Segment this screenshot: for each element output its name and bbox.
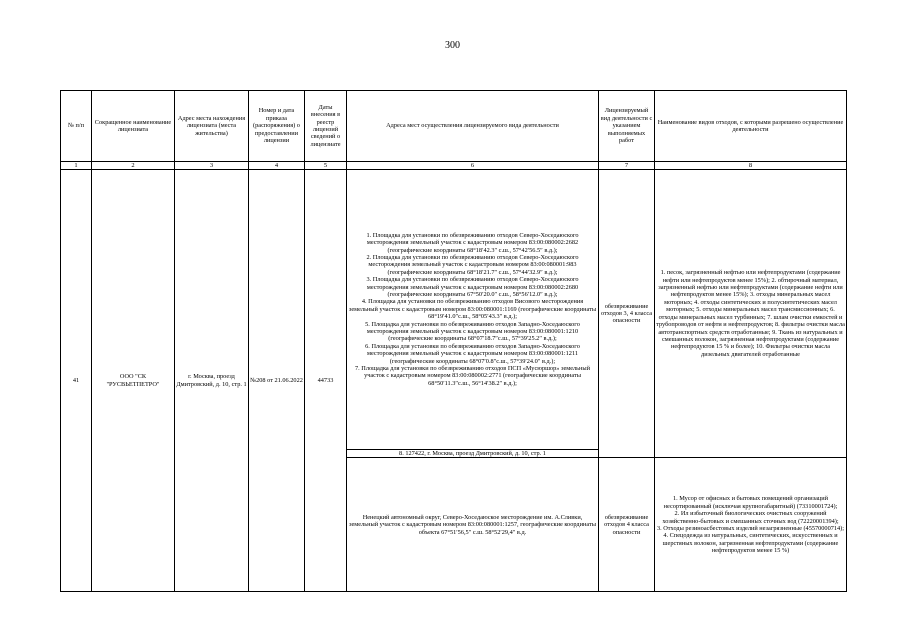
waste-item: 4. Спецодежда из натуральных, синтетических, искусственных и шерстяных волокон, загрязненная нефтепродуктами (содержание нефтепродуктов менее 15 %) — [662, 532, 839, 555]
waste-types-list — [655, 458, 847, 592]
column-number: 2 — [92, 162, 175, 170]
header-order: Номер и дата приказа (распоряжения) о предоставлении лицензии — [249, 91, 305, 162]
activity-place-item: 5. Площадка для установки по обезвреживанию отходов Западно-Хоседаюского месторождения земельный участок с кадастровым номером 83:00:080001:1210 (географические координаты 68°07′18.7″с.ш., 57°39′25.2″ в.д.); — [365, 320, 580, 343]
column-number-row — [61, 162, 847, 170]
column-number: 5 — [305, 162, 347, 170]
header-number: № п/п — [61, 91, 92, 162]
activity-place-item: 6. Площадка для установки по обезвреживанию отходов Западно-Хоседаюского месторождения земельный участок с кадастровым номером 83:00:080001:1211 (географические координаты 68°07′0.8″с.ш., 57°39′24.0″ в.д.); — [365, 342, 580, 365]
header-registry-date: Даты внесения в реестр лицензий сведений о лицензиате — [305, 91, 347, 162]
header-licensee-name: Сокращенное наименование лицензиата — [92, 91, 175, 162]
column-number: 4 — [249, 162, 305, 170]
waste-item: 2. Ил избыточный биологических очистных сооружений хозяйственно-бытовых и смешанных сточных вод (72220001394); — [662, 510, 839, 525]
registry-date: 44733 — [305, 170, 347, 592]
column-number: 1 — [61, 162, 92, 170]
activity-place-office: 8. 127422, г. Москва, проезд Дмитровский, д. 10, стр. 1 — [347, 450, 599, 458]
activity-place-item: 7. Площадка для установки по обезвреживанию отходов ПСП «Мусюршор» земельный участок с кадастровым номером 83:00:080002:2771 (географические координаты 68°50′11.3″с.ш., 56°14′38.2″ в.д.); — [354, 365, 591, 387]
waste-item: 3. Отходы резиноасбестовых изделий незагрязненные (45570000714); — [656, 524, 845, 532]
header-activity-places: Адреса мест осуществления лицензируемого вида деятельности — [347, 91, 599, 162]
activity-place-field: Ненецкий автономный округ, Северо-Хоседаюское месторождение им. А.Сливки, земельный участок с кадастровым номером 83:00:080001:1257, географические координаты объекта 67°51′56,5″ с.ш. 58°52′29,4″ в.д. — [347, 458, 599, 592]
activity-place-item: 1. Площадка для установки по обезвреживанию отходов Северо-Хоседаюского месторождения земельный участок с кадастровым номером 83:00:080002:2682 (географические координаты 68°18′42.3″ с.ш., 57°42′56.5″ в.д.); — [366, 231, 579, 254]
table-row — [61, 170, 847, 450]
licensed-activity: обезвреживание отходов 3, 4 класса опасности — [599, 170, 655, 458]
activity-places-list — [347, 170, 599, 450]
header-licensee-address: Адрес места нахождения лицензиата (места жительства) — [175, 91, 249, 162]
header-waste-types: Наименование видов отходов, с которыми разрешено осуществление деятельности — [655, 91, 847, 162]
header-licensed-activity: Лицензируемый вид деятельности с указанием выполняемых работ — [599, 91, 655, 162]
waste-types: 1. песок, загрязненный нефтью или нефтепродуктами (содержание нефти или нефтепродуктов менее 15%); 2. обтирочный материал, загрязненный нефтью или нефтепродуктами (содержание нефти или нефтепродуктов менее 15%); 3. отходы минеральных масел моторных; 4. отходы синтетических и полусинтетических масел моторных; 5. отходы минеральных масел трансмиссионных; 6. отходы минеральных масел турбинных; 7. шлам очистки емкостей и трубопроводов от нефти и нефтепродуктов; 8. фильтры очистки масла автотранспортных средств отработанные; 9. Ткань из натуральных и смешанных волокон, загрязненная нефтепродуктами (содержание нефтепродуктов 15 % и более); 10. Фильтры очистки масла дизельных двигателей отработанные — [655, 170, 847, 458]
licensed-activity: обезвреживание отходов 4 класса опасности — [599, 458, 655, 592]
column-number: 6 — [347, 162, 599, 170]
activity-place-item: 3. Площадка для установки по обезвреживанию отходов Северо-Хоседаюского месторождения земельный участок с кадастровым номером 83:00:080002:2680 (географические координаты 67°50′20.0″ с.ш., 58°56′12.0″ в.д.); — [366, 276, 579, 298]
header-row — [61, 91, 847, 162]
page-number: 300 — [445, 40, 460, 51]
activity-place-item: 4. Площадка для установки по обезвреживанию отходов Висового месторождения земельный участок с кадастровым номером 83:00:080001:1169 (географические координаты 68°19′41.0″с.ш., 58°05′43.3″ в.д.); — [348, 298, 597, 321]
column-number: 8 — [655, 162, 847, 170]
licensee-address: г. Москва, проезд Дмитровский, д. 10, стр. 1 — [175, 170, 249, 592]
column-number: 7 — [599, 162, 655, 170]
record-number: 41 — [61, 170, 92, 592]
license-registry-table — [60, 90, 847, 592]
order-number-date: №208 от 21.06.2022 — [249, 170, 305, 592]
activity-place-item: 2. Площадка для установки по обезвреживанию отходов Северо-Хоседаюского месторождения земельный участок с кадастровым номером 83:00:080001:983 (географические координаты 68°18′21.7″ с.ш., 57°44′32.9″ в.д.); — [366, 253, 579, 276]
waste-item: 1. Мусор от офисных и бытовых помещений организаций несортированный (исключая крупногабаритный) (73310001724); — [663, 495, 838, 510]
column-number: 3 — [175, 162, 249, 170]
licensee-name: ООО "СК "РУСВЬЕТПЕТРО" — [92, 170, 175, 592]
